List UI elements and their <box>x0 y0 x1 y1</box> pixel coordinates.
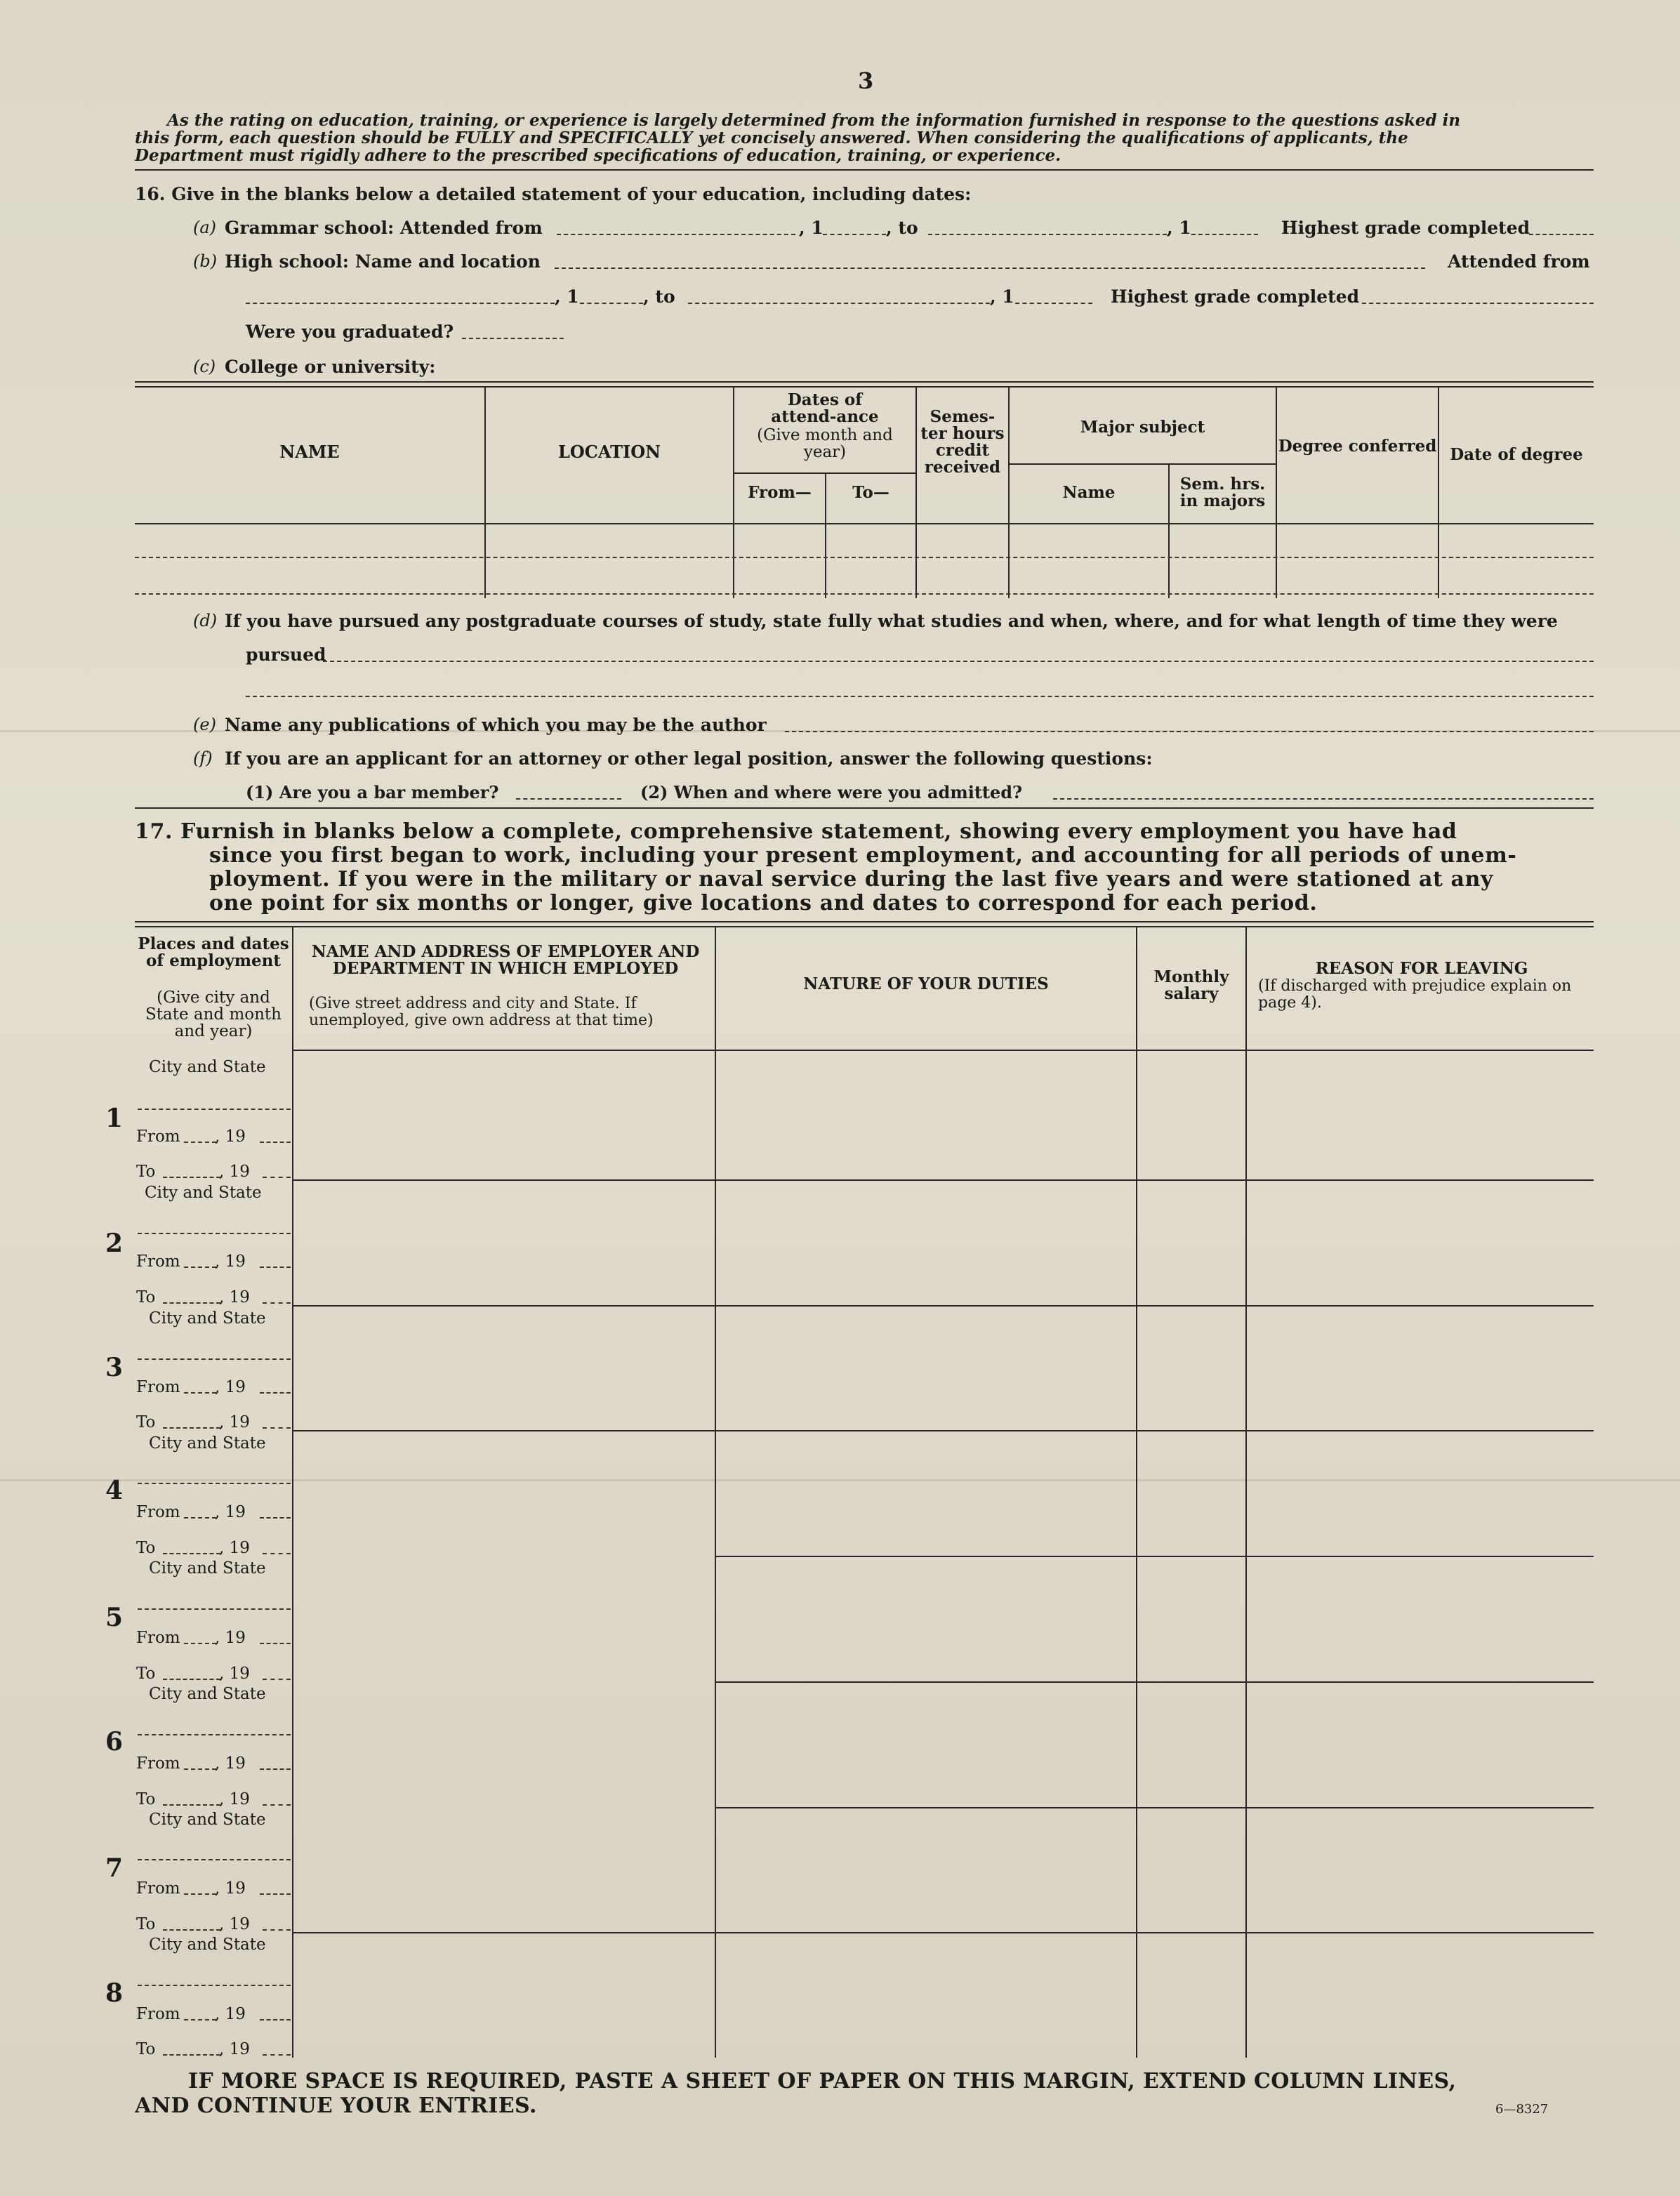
from-year-field[interactable] <box>260 1392 291 1394</box>
city-state-field[interactable] <box>138 1483 291 1484</box>
table-rule <box>1008 463 1276 465</box>
divider <box>135 807 1594 809</box>
to-year-field[interactable] <box>263 1804 291 1806</box>
high-school-label: High school: Name and location <box>225 251 541 272</box>
col-from-header: From— <box>748 483 812 502</box>
year-prefix: , 1 <box>555 286 579 307</box>
col-places-header: Places and dates of employment <box>138 934 289 970</box>
to-label: To <box>136 2040 156 2058</box>
table-rule <box>135 523 1594 524</box>
from-year-field[interactable] <box>260 1643 291 1644</box>
col-salary-header: Monthly salary <box>1153 967 1229 1003</box>
table-vline <box>292 927 293 2058</box>
city-state-label: City and State <box>149 1309 266 1328</box>
row-number: 1 <box>105 1104 124 1133</box>
from-month-field[interactable] <box>184 1392 216 1394</box>
grammar-to-field[interactable] <box>928 234 1167 235</box>
year-prefix: , 19 <box>219 1790 250 1808</box>
col-date-degree-header: Date of degree <box>1450 445 1583 464</box>
year-prefix: , 19 <box>219 1163 250 1181</box>
item-label-e: (e) <box>193 715 216 734</box>
from-year-field[interactable] <box>260 1893 291 1895</box>
to-month-field[interactable] <box>163 1302 220 1304</box>
intro-line-2: this form, each question should be FULLY and SPECIFICALLY yet concisely answered. When considering the qualifications of applicants, the <box>135 128 1408 147</box>
high-school-from-field[interactable] <box>246 303 555 304</box>
from-month-field[interactable] <box>184 1768 216 1770</box>
row-rule <box>715 1807 1594 1808</box>
publications-label: Name any publications of which you may be the author <box>225 715 767 735</box>
year-prefix: , 19 <box>219 1413 250 1431</box>
to-label: To <box>136 1915 156 1933</box>
question-17-line-1: 17. Furnish in blanks below a complete, comprehensive statement, showing every employment you have had <box>135 819 1457 844</box>
to-year-field[interactable] <box>263 1679 291 1680</box>
pursued-label: pursued <box>246 644 326 665</box>
from-year-field[interactable] <box>260 1517 291 1519</box>
city-state-field[interactable] <box>138 1734 291 1735</box>
grammar-from-field[interactable] <box>557 234 795 235</box>
high-school-to-field[interactable] <box>688 303 990 304</box>
to-year-field[interactable] <box>263 1302 291 1304</box>
row-number: 3 <box>105 1353 124 1382</box>
highest-grade-label: Highest grade completed <box>1111 286 1360 307</box>
from-year-field[interactable] <box>260 1768 291 1770</box>
year-prefix: , 19 <box>215 1879 246 1898</box>
year-prefix: , 19 <box>215 1378 246 1396</box>
city-state-field[interactable] <box>138 1233 291 1234</box>
row-number: 4 <box>105 1476 124 1505</box>
to-label: , to <box>886 218 918 238</box>
high-school-to-year-field[interactable] <box>1015 303 1092 304</box>
col-to-header: To— <box>852 483 889 502</box>
city-state-label: City and State <box>149 1811 266 1829</box>
to-label: To <box>136 1163 156 1181</box>
row-number: 6 <box>105 1727 124 1757</box>
row-rule <box>715 1556 1594 1557</box>
table-vline <box>715 927 716 2058</box>
intro-line-1: As the rating on education, training, or experience is largely determined from the information furnished in response to the questions asked in <box>167 111 1461 130</box>
grammar-to-year-field[interactable] <box>1191 234 1258 235</box>
footer-instruction-line-1: IF MORE SPACE IS REQUIRED, PASTE A SHEET OF PAPER ON THIS MARGIN, EXTEND COLUMN LINES, <box>188 2069 1457 2094</box>
row-rule <box>292 1305 1594 1307</box>
question-17-line-3: ployment. If you were in the military or naval service during the last five years and were stationed at any <box>209 867 1494 892</box>
city-state-label: City and State <box>149 1936 266 1954</box>
city-state-field[interactable] <box>138 1985 291 1986</box>
to-year-field[interactable] <box>263 1553 291 1554</box>
from-month-field[interactable] <box>184 1643 216 1644</box>
attended-from-label: Attended from <box>1448 251 1590 272</box>
grammar-school-label: Grammar school: Attended from <box>225 218 543 238</box>
to-year-field[interactable] <box>263 2054 291 2056</box>
row-number: 2 <box>105 1229 124 1258</box>
item-label-b: (b) <box>193 251 218 271</box>
to-label: To <box>136 1413 156 1431</box>
year-prefix: , 19 <box>219 1915 250 1933</box>
from-year-field[interactable] <box>260 1266 291 1268</box>
admitted-label: (2) When and where were you admitted? <box>640 782 1023 802</box>
year-prefix: , 19 <box>215 2005 246 2023</box>
to-month-field[interactable] <box>163 1804 220 1806</box>
grammar-from-year-field[interactable] <box>823 234 886 235</box>
to-label: To <box>136 1665 156 1683</box>
col-reason-header: REASON FOR LEAVING <box>1315 959 1528 978</box>
col-major-header: Major subject <box>1080 418 1205 437</box>
year-prefix: , 19 <box>219 1665 250 1683</box>
postgraduate-field-2[interactable] <box>246 696 1594 697</box>
from-month-field[interactable] <box>184 1142 216 1143</box>
table-rule <box>135 926 1594 927</box>
col-reason-subheader: (If discharged with prejudice explain on page 4). <box>1258 977 1572 1012</box>
year-prefix: , 1 <box>1167 218 1191 238</box>
from-label: From <box>136 1503 180 1521</box>
city-state-field[interactable] <box>138 1608 291 1610</box>
year-prefix: , 19 <box>219 1288 250 1307</box>
bar-member-label: (1) Are you a bar member? <box>246 782 499 802</box>
from-label: From <box>136 2005 180 2023</box>
graduated-label: Were you graduated? <box>246 322 454 342</box>
year-prefix: , 19 <box>219 1539 250 1557</box>
col-degree-header: Degree conferred <box>1278 437 1437 456</box>
year-prefix: , 19 <box>215 1754 246 1773</box>
from-label: From <box>136 1252 180 1271</box>
year-prefix: , 19 <box>215 1503 246 1521</box>
fold-crease <box>0 1479 1680 1481</box>
col-major-name-header: Name <box>1062 483 1116 502</box>
page-number: 3 <box>858 67 874 94</box>
footer-instruction-line-2: AND CONTINUE YOUR ENTRIES. <box>135 2094 537 2118</box>
city-state-field[interactable] <box>138 1859 291 1860</box>
city-state-field[interactable] <box>138 1358 291 1360</box>
col-duties-header: NATURE OF YOUR DUTIES <box>803 974 1049 993</box>
question-17-line-4: one point for six months or longer, give locations and dates to correspond for each period. <box>209 891 1318 915</box>
col-employer-header: NAME AND ADDRESS OF EMPLOYER AND DEPARTMENT IN WHICH EMPLOYED <box>311 942 700 978</box>
col-dates-header: Dates of attend-ance <box>771 390 879 426</box>
to-label: To <box>136 1539 156 1557</box>
table-vline <box>1136 927 1137 2058</box>
city-state-field[interactable] <box>138 1109 291 1110</box>
year-prefix: , 19 <box>215 1252 246 1271</box>
to-month-field[interactable] <box>163 1929 220 1931</box>
to-label: To <box>136 1288 156 1307</box>
publications-field[interactable] <box>785 731 1594 732</box>
high-school-name-field[interactable] <box>555 267 1425 269</box>
postgraduate-field[interactable] <box>323 661 1594 662</box>
from-year-field[interactable] <box>260 2019 291 2020</box>
to-label: , to <box>643 286 675 307</box>
table-rule <box>135 381 1594 383</box>
table-rule <box>135 921 1594 922</box>
to-year-field[interactable] <box>263 1177 291 1178</box>
to-month-field[interactable] <box>163 1679 220 1680</box>
row-number: 8 <box>105 1978 124 2008</box>
city-state-label: City and State <box>149 1685 266 1703</box>
table-rule <box>135 386 1594 388</box>
to-year-field[interactable] <box>263 1427 291 1429</box>
to-month-field[interactable] <box>163 1177 220 1178</box>
col-employer-subheader: (Give street address and city and State. If unemployed, give own address at that time) <box>309 995 654 1029</box>
col-semester-header: Semes-ter hours credit received <box>920 407 1005 477</box>
college-row-field[interactable] <box>135 593 1594 595</box>
item-label-a: (a) <box>193 218 217 237</box>
row-rule <box>292 1932 1594 1933</box>
form-number: 6—8327 <box>1495 2102 1549 2117</box>
city-state-label: City and State <box>149 1434 266 1453</box>
from-year-field[interactable] <box>260 1142 291 1143</box>
row-rule <box>292 1179 1594 1181</box>
item-label-c: (c) <box>193 357 216 376</box>
col-dates-subheader: (Give month and year) <box>757 426 893 461</box>
intro-line-3: Department must rigidly adhere to the prescribed specifications of education, training, or experience. <box>135 146 1061 165</box>
from-month-field[interactable] <box>184 1517 216 1519</box>
to-month-field[interactable] <box>163 1427 220 1429</box>
divider <box>135 169 1594 171</box>
table-vline <box>1245 927 1247 2058</box>
to-month-field[interactable] <box>163 2054 220 2056</box>
from-month-field[interactable] <box>184 2019 216 2020</box>
from-month-field[interactable] <box>184 1266 216 1268</box>
item-label-d: (d) <box>193 611 218 630</box>
legal-position-label: If you are an applicant for an attorney or other legal position, answer the following questions: <box>225 748 1153 769</box>
row-rule <box>292 1430 1594 1431</box>
grammar-highest-grade-field[interactable] <box>1529 234 1594 235</box>
college-label: College or university: <box>225 357 436 377</box>
from-label: From <box>136 1754 180 1773</box>
high-school-highest-grade-field[interactable] <box>1362 303 1594 304</box>
from-month-field[interactable] <box>184 1893 216 1895</box>
city-state-label: City and State <box>145 1184 262 1202</box>
graduated-field[interactable] <box>462 338 564 339</box>
table-vline <box>1438 388 1439 598</box>
from-label: From <box>136 1879 180 1898</box>
table-vline <box>1276 388 1277 598</box>
year-prefix: , 19 <box>215 1629 246 1647</box>
col-sem-hrs-header: Sem. hrs. in majors <box>1179 475 1266 510</box>
col-name-header: NAME <box>279 442 340 462</box>
row-number: 7 <box>105 1853 124 1883</box>
question-17-line-2: since you first began to work, including your present employment, and accounting for all periods of unem- <box>209 843 1517 868</box>
to-year-field[interactable] <box>263 1929 291 1931</box>
row-rule <box>715 1681 1594 1683</box>
highest-grade-label: Highest grade completed <box>1281 218 1530 238</box>
to-label: To <box>136 1790 156 1808</box>
from-label: From <box>136 1629 180 1647</box>
table-rule <box>292 1050 1594 1051</box>
high-school-from-year-field[interactable] <box>580 303 643 304</box>
year-prefix: , 19 <box>215 1127 246 1146</box>
table-vline <box>484 388 486 598</box>
city-state-label: City and State <box>149 1559 266 1577</box>
year-prefix: , 1 <box>799 218 824 238</box>
year-prefix: , 19 <box>219 2040 250 2058</box>
postgraduate-label: If you have pursued any postgraduate courses of study, state fully what studies and when, where, and for what length of time they were <box>225 611 1558 631</box>
bar-member-field[interactable] <box>516 798 621 800</box>
to-month-field[interactable] <box>163 1553 220 1554</box>
college-row-field[interactable] <box>135 557 1594 558</box>
from-label: From <box>136 1378 180 1396</box>
city-state-label: City and State <box>149 1058 266 1076</box>
row-number: 5 <box>105 1603 124 1632</box>
admitted-field[interactable] <box>1053 798 1594 800</box>
table-rule <box>733 472 915 474</box>
col-places-subheader: (Give city and State and month and year) <box>145 988 282 1040</box>
item-label-f: (f) <box>193 748 213 768</box>
from-label: From <box>136 1127 180 1146</box>
col-location-header: LOCATION <box>557 442 661 462</box>
question-16-title: 16. Give in the blanks below a detailed statement of your education, including dates: <box>135 184 972 204</box>
year-prefix: , 1 <box>990 286 1014 307</box>
